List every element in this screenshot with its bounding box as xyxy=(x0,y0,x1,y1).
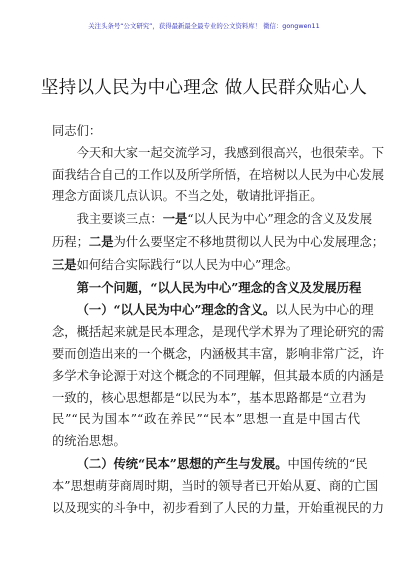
text-line xyxy=(52,277,360,300)
text-line: 理念方面谈几点认识。不当之处，敬请批评指正。 xyxy=(52,189,323,204)
subheading-text: （一）“以人民为中心”理念的含义。 xyxy=(76,302,276,318)
text-span: 为什么要坚定不移地贯彻以人民为中心发展理念； xyxy=(113,234,385,249)
text-line: 要而创造出来的一个概念，内涵极其丰富，影响非常广泛，许 xyxy=(52,346,385,361)
text-line: 一致的，核心思想都是“以民为本”，基本思路都是“立君为 xyxy=(52,390,366,405)
paragraph-definition xyxy=(52,299,385,453)
text-span: 以人民为中心的理 xyxy=(275,303,374,318)
header-banner: 关注头条号“公文研究”，获得最新最全最专业的公文资料库！ 微信：gongwen11 xyxy=(88,22,320,30)
text-line: 本”思想萌芽商周时期，当时的领导者已开始从夏、商的亡国 xyxy=(52,478,379,493)
section-heading xyxy=(52,277,360,300)
heading-text: 第一个问题，“以人民为中心”理念的含义及发展历程 xyxy=(76,279,362,295)
document-body xyxy=(52,121,385,519)
text-line xyxy=(52,254,360,277)
paragraph-intro xyxy=(52,143,385,208)
bold-marker: 一是 xyxy=(162,211,188,227)
text-line xyxy=(52,453,368,476)
paragraph-outline xyxy=(52,208,385,276)
text-line: 今天和大家一起交流学习，我感到很高兴，也很荣幸。下 xyxy=(76,145,385,160)
text-span: “以人民为中心”理念的含义及发展 xyxy=(187,212,373,227)
text-line: 面我结合自己的工作以及所学所悟，在培树以人民为中心发展 xyxy=(52,167,385,182)
text-line: 的统治思想。 xyxy=(52,434,126,449)
text-line xyxy=(52,208,373,231)
paragraph-tradition xyxy=(52,453,385,519)
text-span: 历程； xyxy=(52,234,89,249)
salutation: 同志们： xyxy=(52,124,102,138)
document-title: 坚持以人民为中心理念 做人民群众贴心人 xyxy=(40,78,368,98)
text-line: 多学术争论源于对这个概念的不同理解，但其最本质的内涵是 xyxy=(52,368,385,383)
text-line xyxy=(52,231,385,254)
bold-marker: 三是 xyxy=(52,256,77,272)
text-line xyxy=(52,299,374,322)
text-line: 念，概括起来就是民本理念，是现代学术界为了理论研究的需 xyxy=(52,325,385,340)
bold-marker: 二是 xyxy=(88,233,114,249)
text-line: 民”“民为国本”“政在养民”“民本”思想一直是中国古代 xyxy=(52,412,360,427)
text-span: 中国传统的“民 xyxy=(287,456,368,471)
subheading-text: （二）传统“民本”思想的产生与发展。 xyxy=(76,455,288,471)
text-span: 如何结合实际践行“以人民为中心”理念。 xyxy=(76,257,299,272)
text-line: 以及现实的斗争中，初步看到了人民的力量，开始重视民的力 xyxy=(52,500,385,515)
text-span: 我主要谈三点： xyxy=(76,212,163,227)
